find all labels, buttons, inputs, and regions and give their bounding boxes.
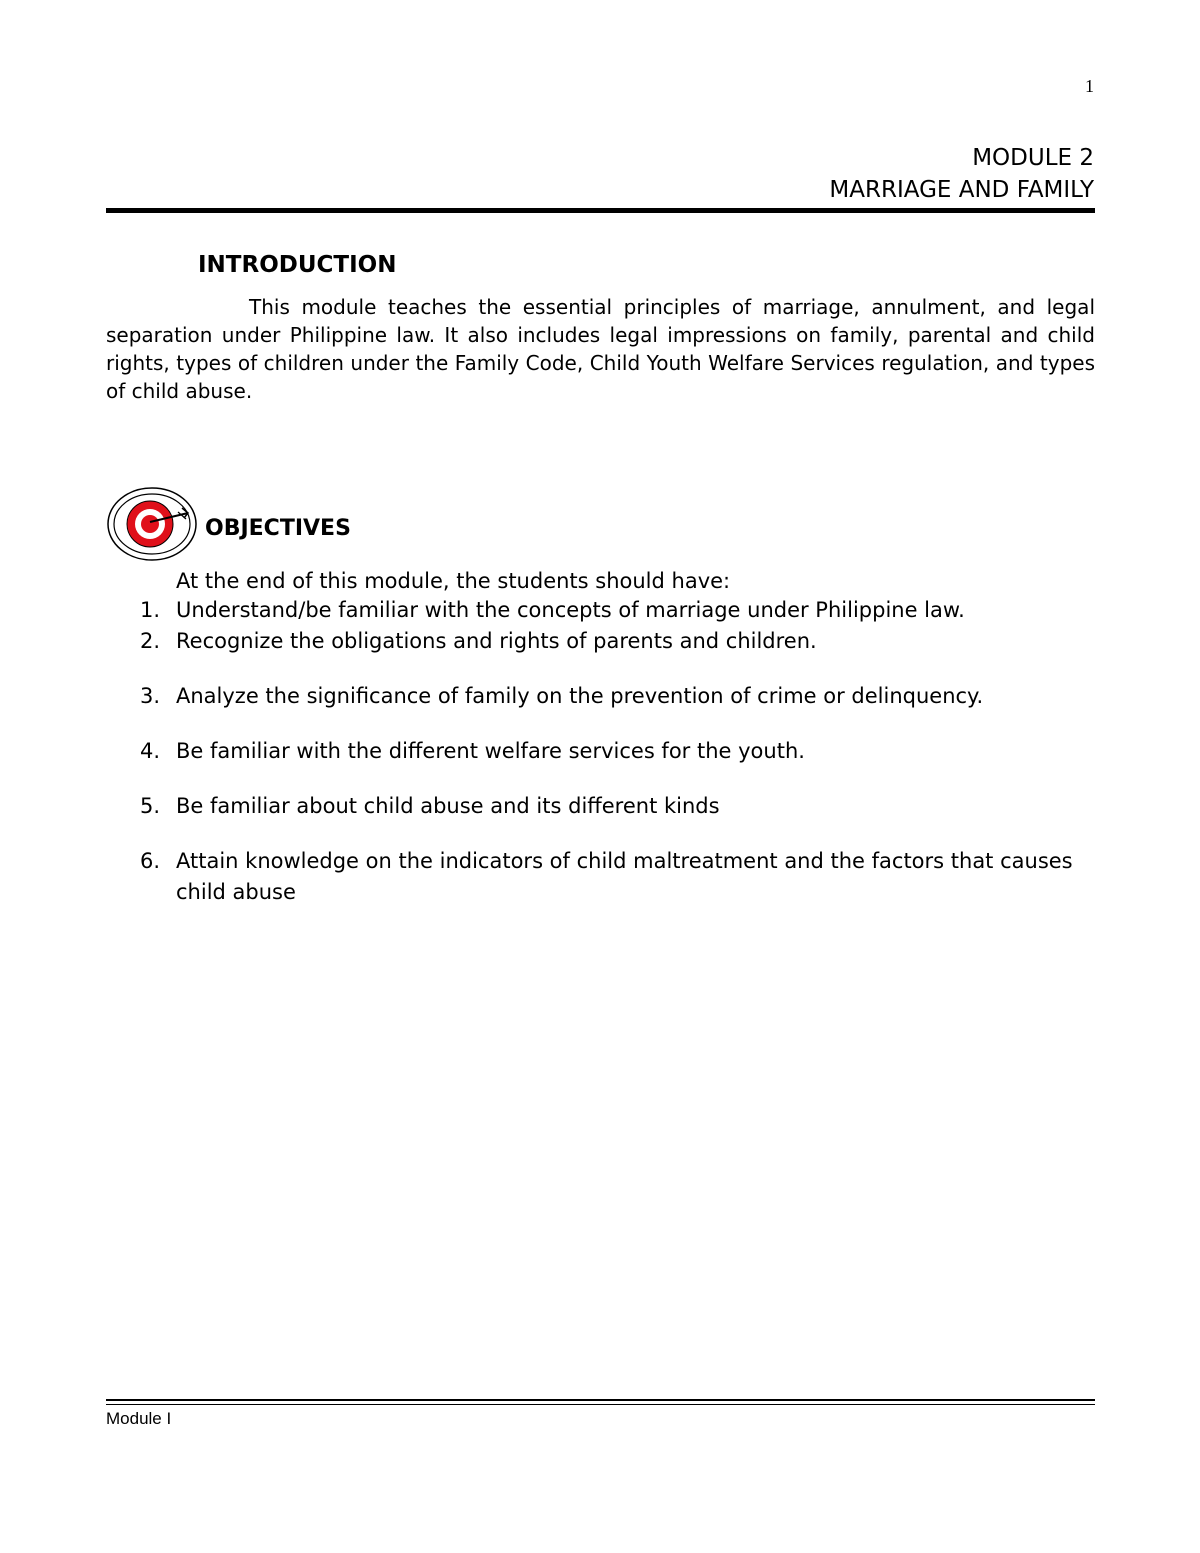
item-number: 1.: [140, 598, 161, 622]
list-item: [140, 626, 1095, 657]
item-text: Recognize the obligations and rights of parents and children.: [176, 629, 817, 653]
item-text: Understand/be familiar with the concepts of marriage under Philippine law.: [176, 598, 965, 622]
list-item: [140, 791, 1095, 822]
list-item: [140, 595, 1095, 626]
module-heading: [829, 142, 1094, 206]
header-divider: [106, 208, 1095, 213]
item-number: 2.: [140, 629, 161, 653]
page-number: 1: [1085, 76, 1094, 96]
introduction-heading: INTRODUCTION: [198, 252, 397, 278]
item-number: 3.: [140, 684, 161, 708]
objectives-list: [140, 595, 1095, 908]
footer-label: Module I: [106, 1409, 172, 1428]
module-title: MARRIAGE AND FAMILY: [829, 177, 1094, 203]
item-number: 6.: [140, 849, 161, 873]
item-number: 5.: [140, 794, 161, 818]
item-text: Be familiar with the different welfare services for the youth.: [176, 739, 805, 763]
target-icon: [106, 486, 202, 562]
list-item: [140, 736, 1095, 767]
item-text: Analyze the significance of family on the prevention of crime or delinquency.: [176, 684, 984, 708]
objectives-lead: At the end of this module, the students should have:: [176, 569, 731, 593]
list-item: [140, 681, 1095, 712]
introduction-text: This module teaches the essential principles of marriage, annulment, and legal separation under Philippine law. It also includes legal impressions on family, parental and child rights, types of children under the Family Code, Child Youth Welfare Services regulation, and types of child abuse.: [106, 295, 1095, 403]
item-text: Be familiar about child abuse and its different kinds: [176, 794, 720, 818]
module-number: MODULE 2: [972, 145, 1094, 171]
item-text: Attain knowledge on the indicators of child maltreatment and the factors that causes child abuse: [176, 849, 1073, 904]
objectives-heading: OBJECTIVES: [205, 516, 351, 541]
list-item: [140, 846, 1095, 908]
footer-divider: [106, 1399, 1095, 1405]
item-number: 4.: [140, 739, 161, 763]
